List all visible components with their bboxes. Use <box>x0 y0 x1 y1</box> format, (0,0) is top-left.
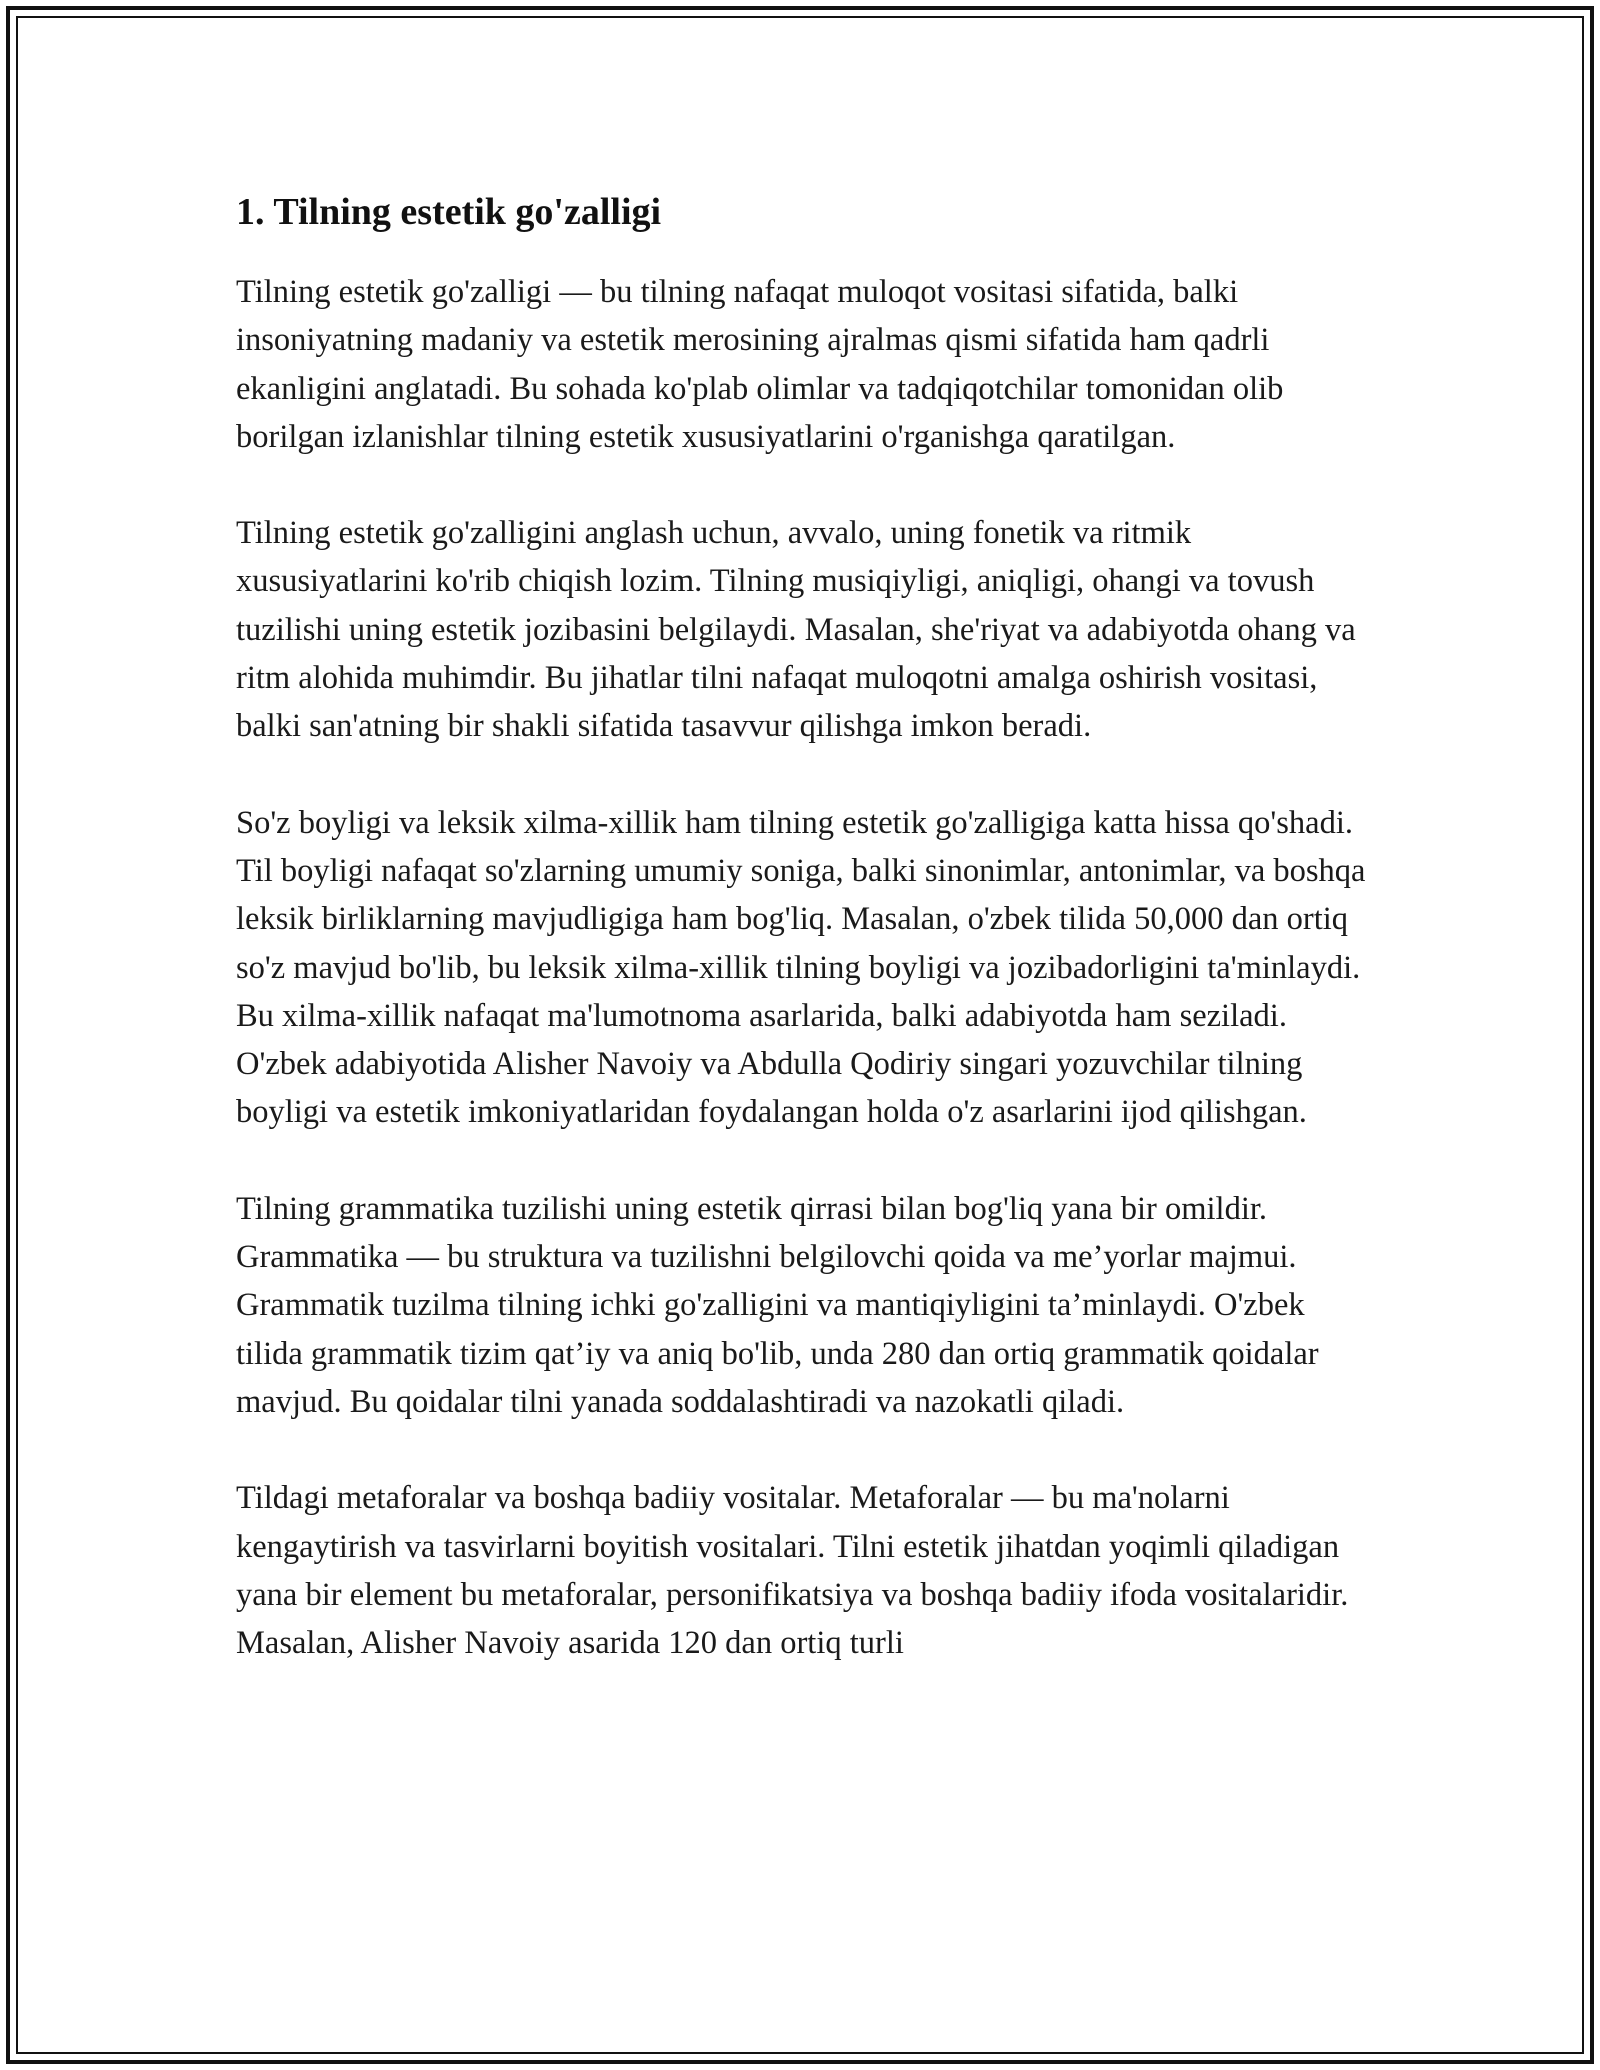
section-heading: 1. Tilning estetik go'zalligi <box>236 191 662 233</box>
paragraph-1: Tilning estetik go'zalligi — bu tilning nafaqat muloqot vositasi sifatida, balki insoniyatning madaniy va estetik merosining ajralmas qismi sifatida ham qadrli ekanligini anglatadi. Bu sohada ko'plab olimlar va tadqiqotchilar tomonidan olib borilgan izlanishlar tilning estetik xususiyatlarini o'rganishga qaratilgan. <box>236 274 1284 455</box>
paragraph-3: So'z boyligi va leksik xilma-xillik ham tilning estetik go'zalligiga katta hissa qo'shadi. Til boyligi nafaqat so'zlarning umumiy soniga, balki sinonimlar, antonimlar, va boshqa leksik birliklarning mavjudligiga ham bog'liq. Masalan, o'zbek tilida 50,000 dan ortiq so'z mavjud bo'lib, bu leksik xilma-xillik tilning boyligi va jozibadorligini ta'minlaydi. Bu xilma-xillik nafaqat ma'lumotnoma asarlarida, balki adabiyotda ham seziladi. O'zbek adabiyotida Alisher Navoiy va Abdulla Qodiriy singari yozuvchilar tilning boyligi va estetik imkoniyatlaridan foydalangan holda o'z asarlarini ijod qilishgan. <box>236 804 1366 1131</box>
document-body <box>236 186 1376 1715</box>
paragraph-5: Tildagi metaforalar va boshqa badiiy vositalar. Metaforalar — bu ma'nolarni kengaytirish va tasvirlarni boyitish vositalari. Tilni estetik jihatdan yoqimli qiladigan yana bir element bu metaforalar, personifikatsiya va boshqa badiiy ifoda vositalaridir. Masalan, Alisher Navoiy asarida 120 dan ortiq turli <box>236 1480 1349 1662</box>
paragraph-2: Tilning estetik go'zalligini anglash uchun, avvalo, uning fonetik va ritmik xususiyatlarini ko'rib chiqish lozim. Tilning musiqiyligi, aniqligi, ohangi va tovush tuzilishi uning estetik jozibasini belgilaydi. Masalan, she'riyat va adabiyotda ohang va ritm alohida muhimdir. Bu jihatlar tilni nafaqat muloqotni amalga oshirish vositasi, balki san'atning bir shakli sifatida tasavvur qilishga imkon beradi. <box>236 515 1356 745</box>
paragraph-4: Tilning grammatika tuzilishi uning estetik qirrasi bilan bog'liq yana bir omildir. Grammatika — bu struktura va tuzilishni belgilovchi qoida va me’yorlar majmui. Grammatik tuzilma tilning ichki go'zalligini va mantiqiyligini ta’minlaydi. O'zbek tilida grammatik tizim qat’iy va aniq bo'lib, unda 280 dan ortiq grammatik qoidalar mavjud. Bu qoidalar tilni yanada soddalashtiradi va nazokatli qiladi. <box>236 1190 1319 1420</box>
